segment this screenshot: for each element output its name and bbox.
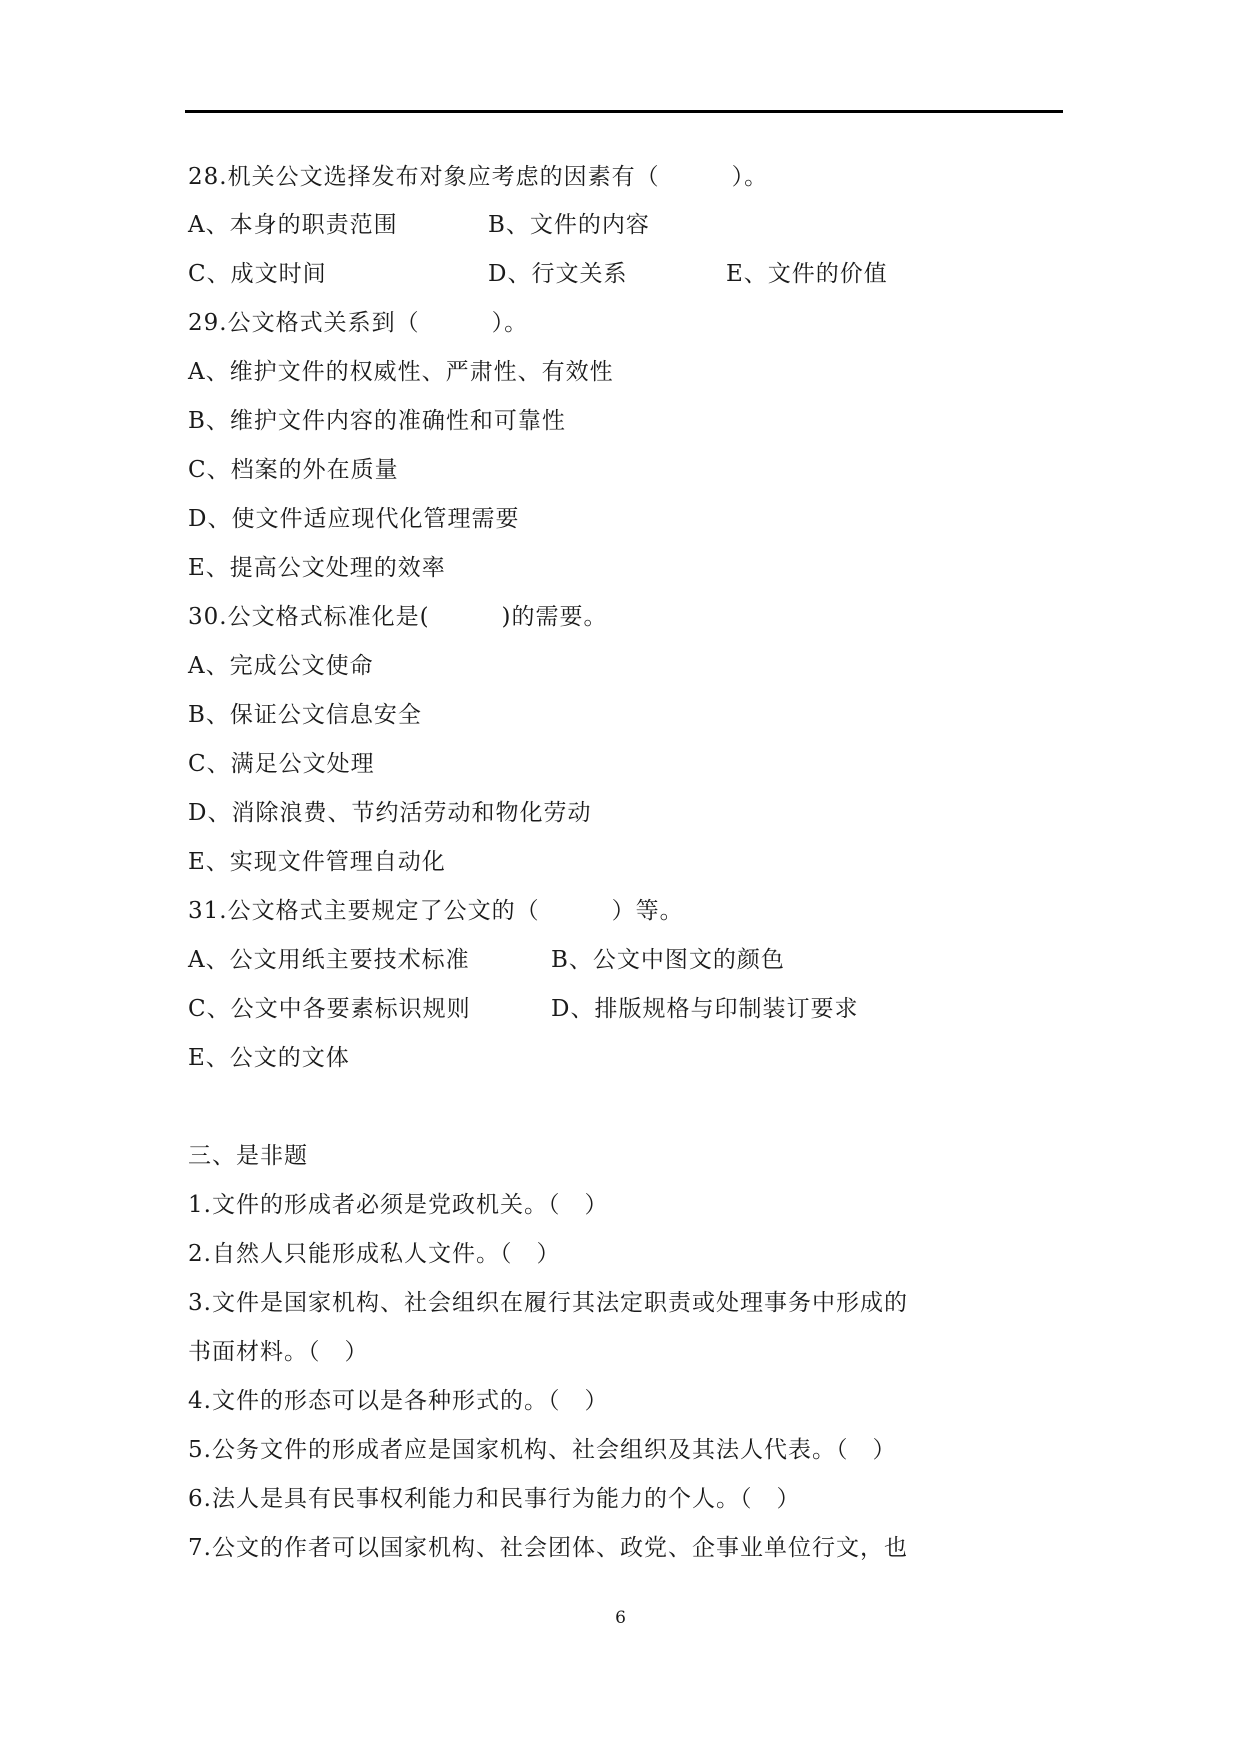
question-30-option-a: A、完成公文使命 xyxy=(188,653,374,679)
true-false-item: 5.公务文件的形成者应是国家机构、社会组织及其法人代表。（ ） xyxy=(188,1437,897,1463)
question-31-option-d: D、排版规格与印制装订要求 xyxy=(551,996,859,1022)
section-title-true-false: 三、是非题 xyxy=(188,1143,308,1169)
true-false-item: 3.文件是国家机构、社会组织在履行其法定职责或处理事务中形成的 xyxy=(188,1290,908,1316)
question-29-option-b: B、维护文件内容的准确性和可靠性 xyxy=(188,408,566,434)
question-30-option-c: C、满足公文处理 xyxy=(188,751,375,777)
question-29-stem: 29.公文格式关系到（ ）。 xyxy=(188,310,529,336)
true-false-item: 1.文件的形成者必须是党政机关。（ ） xyxy=(188,1192,609,1218)
header-rule xyxy=(185,110,1063,113)
question-29-option-d: D、使文件适应现代化管理需要 xyxy=(188,506,520,532)
question-29-option-c: C、档案的外在质量 xyxy=(188,457,399,483)
question-29-option-e: E、提高公文处理的效率 xyxy=(188,555,446,581)
question-29-option-a: A、维护文件的权威性、严肃性、有效性 xyxy=(188,359,614,385)
question-28-option-c: C、成文时间 xyxy=(188,261,327,287)
true-false-item: 6.法人是具有民事权利能力和民事行为能力的个人。（ ） xyxy=(188,1486,801,1512)
question-30-option-d: D、消除浪费、节约活劳动和物化劳动 xyxy=(188,800,592,826)
true-false-item: 书面材料。（ ） xyxy=(188,1339,369,1365)
question-28-stem: 28.机关公文选择发布对象应考虑的因素有（ ）。 xyxy=(188,164,769,190)
question-28-option-b: B、文件的内容 xyxy=(488,212,650,238)
question-28-option-e: E、文件的价值 xyxy=(726,261,888,287)
question-31-option-e: E、公文的文体 xyxy=(188,1045,350,1071)
true-false-item: 4.文件的形态可以是各种形式的。（ ） xyxy=(188,1388,609,1414)
question-31-option-a: A、公文用纸主要技术标准 xyxy=(188,947,470,973)
question-30-option-e: E、实现文件管理自动化 xyxy=(188,849,446,875)
page-number: 6 xyxy=(615,1608,626,1628)
question-30-stem: 30.公文格式标准化是( )的需要。 xyxy=(188,604,608,630)
true-false-item: 2.自然人只能形成私人文件。（ ） xyxy=(188,1241,561,1267)
question-31-option-b: B、公文中图文的颜色 xyxy=(551,947,785,973)
question-28-option-a: A、本身的职责范围 xyxy=(188,212,398,238)
true-false-item: 7.公文的作者可以国家机构、社会团体、政党、企事业单位行文，也 xyxy=(188,1535,908,1561)
question-30-option-b: B、保证公文信息安全 xyxy=(188,702,422,728)
question-31-option-c: C、公文中各要素标识规则 xyxy=(188,996,471,1022)
question-31-stem: 31.公文格式主要规定了公文的（ ）等。 xyxy=(188,898,684,924)
question-28-option-d: D、行文关系 xyxy=(488,261,628,287)
